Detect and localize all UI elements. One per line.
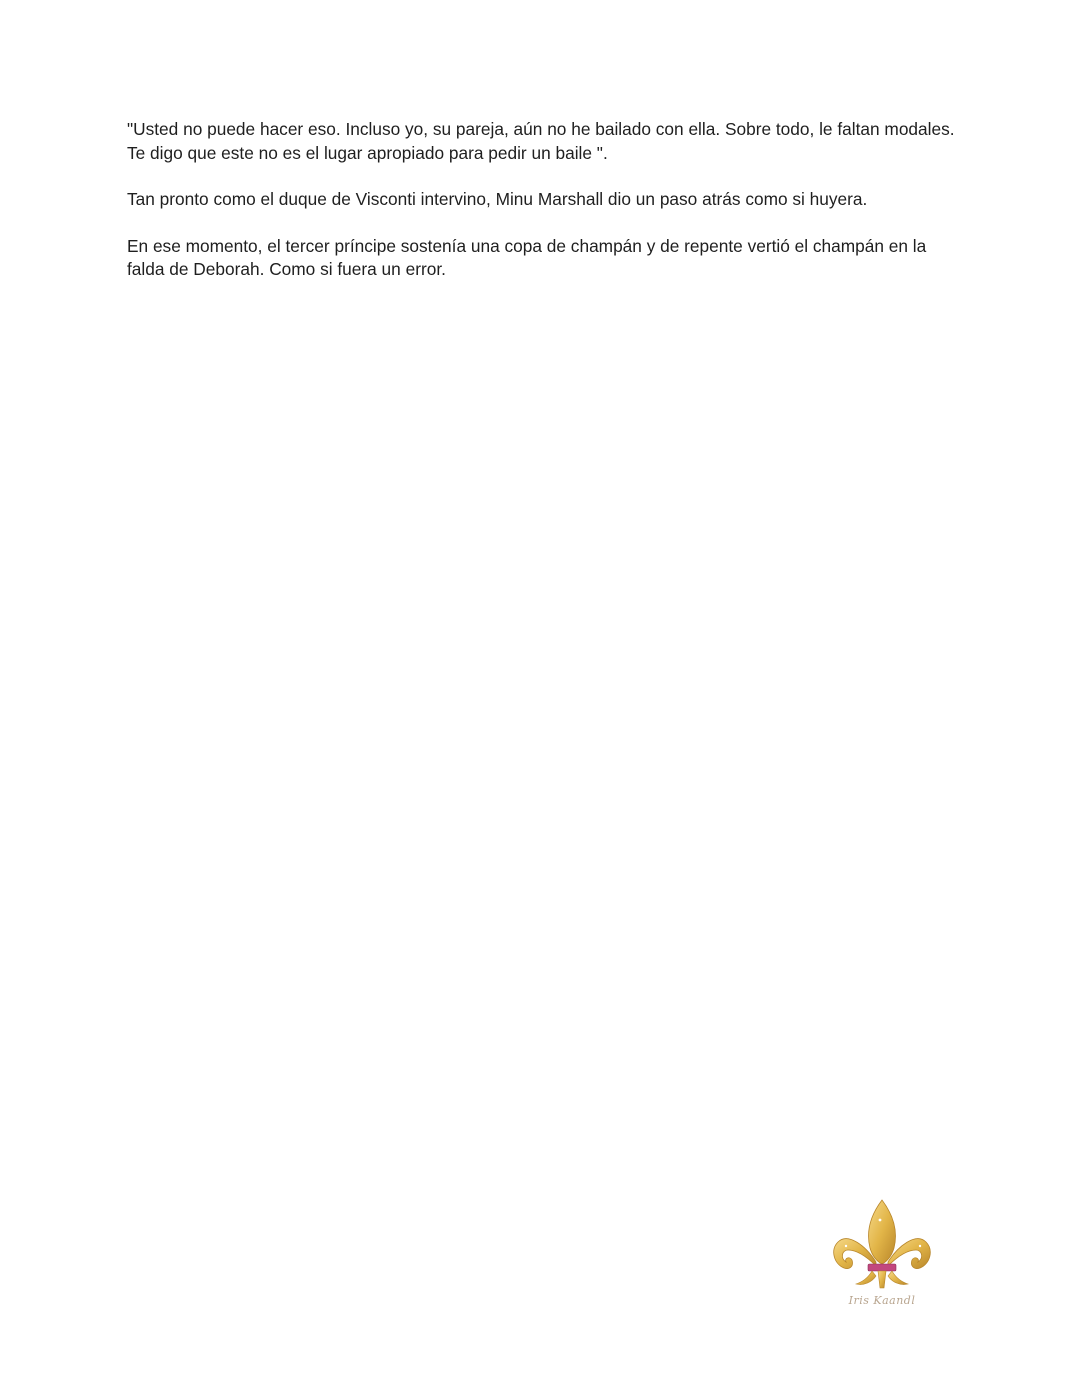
paragraph: En ese momento, el tercer príncipe sostenía una copa de champán y de repente vertió el champán en la falda de Deborah. Como si fuera un error.	[127, 235, 927, 279]
paragraph: Tan pronto como el duque de Visconti intervino, Minu Marshall dio un paso atrás como si huyera.	[127, 189, 868, 209]
paragraph: "Usted no puede hacer eso. Incluso yo, su pareja, aún no he bailado con ella. Sobre todo, le faltan modales. Te digo que este no es el lugar apropiado para pedir un baile ".	[127, 119, 955, 163]
watermark-logo	[826, 1196, 938, 1320]
document-body	[127, 118, 957, 305]
logo-signature: Iris Kaandl	[848, 1294, 916, 1307]
fleur-de-lis-icon	[826, 1196, 938, 1294]
